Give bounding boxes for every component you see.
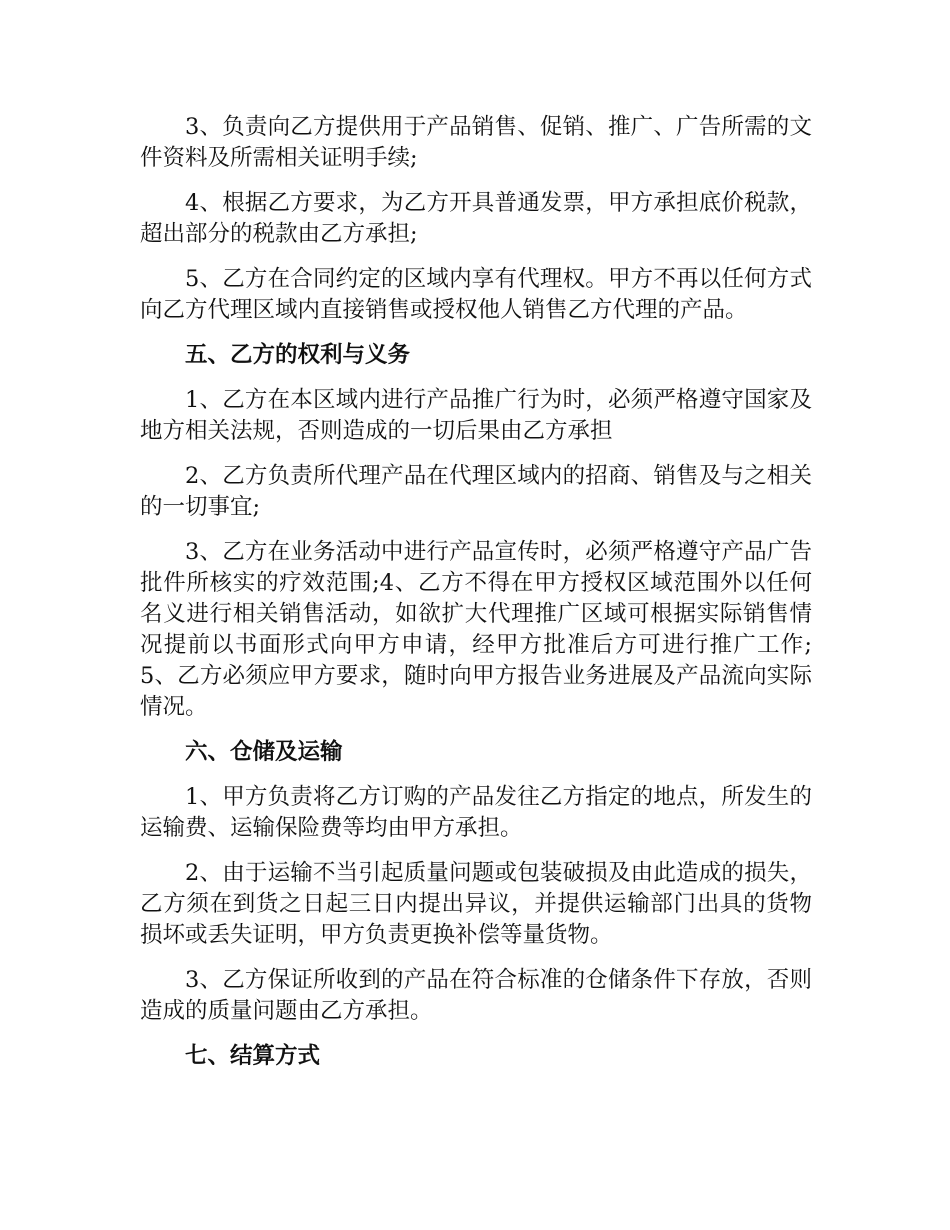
- clause-5-2: 2、乙方负责所代理产品在代理区域内的招商、销售及与之相关的一切事宜;: [140, 463, 812, 520]
- clause-a3: 3、负责向乙方提供用于产品销售、促销、推广、广告所需的文件资料及所需相关证明手续;: [140, 114, 812, 171]
- clause-a4: 4、根据乙方要求，为乙方开具普通发票，甲方承担底价税款，超出部分的税款由乙方承担;: [140, 190, 812, 247]
- clause-5-1: 1、乙方在本区域内进行产品推广行为时，必须严格遵守国家及地方相关法规，否则造成的一切后果由乙方承担: [140, 387, 812, 444]
- section-heading-7: 七、结算方式: [185, 1043, 321, 1069]
- document-page: [140, 112, 812, 1086]
- clause-a5: 5、乙方在合同约定的区域内享有代理权。甲方不再以任何方式向乙方代理区域内直接销售或授权他人销售乙方代理的产品。: [140, 266, 812, 323]
- section-heading-5: 五、乙方的权利与义务: [185, 342, 411, 368]
- clause-6-2: 2、由于运输不当引起质量问题或包装破损及由此造成的损失，乙方须在到货之日起三日内提出异议，并提供运输部门出具的货物损坏或丢失证明，甲方负责更换补偿等量货物。: [140, 860, 812, 948]
- section-heading-6: 六、仓储及运输: [185, 739, 343, 765]
- clause-5-3: 3、乙方在业务活动中进行产品宣传时，必须严格遵守产品广告批件所核实的疗效范围;4、乙方不得在甲方授权区域范围外以任何名义进行相关销售活动，如欲扩大代理推广区域可根据实际销售情况提前以书面形式向甲方申请，经甲方批准后方可进行推广工作;5、乙方必须应甲方要求，随时向甲方报告业务进展及产品流向实际情况。: [140, 539, 812, 720]
- clause-6-1: 1、甲方负责将乙方订购的产品发往乙方指定的地点，所发生的运输费、运输保险费等均由甲方承担。: [140, 784, 812, 841]
- clause-6-3: 3、乙方保证所收到的产品在符合标准的仓储条件下存放，否则造成的质量问题由乙方承担。: [140, 967, 812, 1024]
